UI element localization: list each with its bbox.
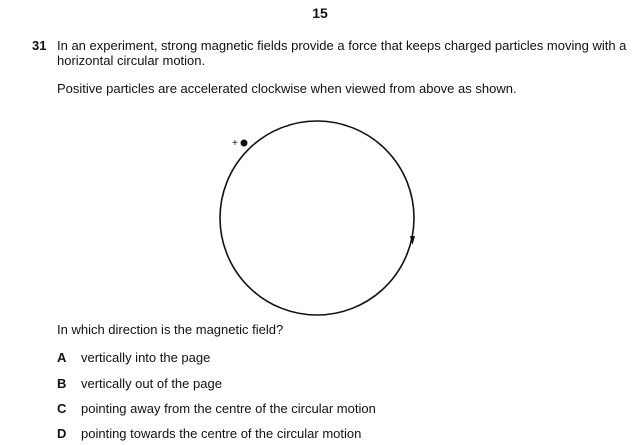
- particle-path-circle: [220, 121, 414, 315]
- option-text: vertically out of the page: [81, 376, 222, 391]
- positive-particle: [241, 140, 248, 147]
- question-prompt: In which direction is the magnetic field?: [57, 322, 284, 337]
- option-text: pointing towards the centre of the circular motion: [81, 426, 362, 441]
- question-setup: Positive particles are accelerated clockwise when viewed from above as shown.: [57, 81, 517, 96]
- question-intro: In an experiment, strong magnetic fields provide a force that keeps charged particles moving with a horizontal circular motion.: [57, 38, 627, 68]
- option-text: vertically into the page: [81, 350, 211, 365]
- option-letter: B: [57, 376, 67, 391]
- option-letter: D: [57, 426, 67, 441]
- option-letter: C: [57, 401, 67, 416]
- question-number: 31: [32, 38, 47, 53]
- option-text: pointing away from the centre of the circular motion: [81, 401, 376, 416]
- charge-label: +: [232, 138, 238, 149]
- option-letter: A: [57, 350, 67, 365]
- page-number: 15: [312, 5, 328, 21]
